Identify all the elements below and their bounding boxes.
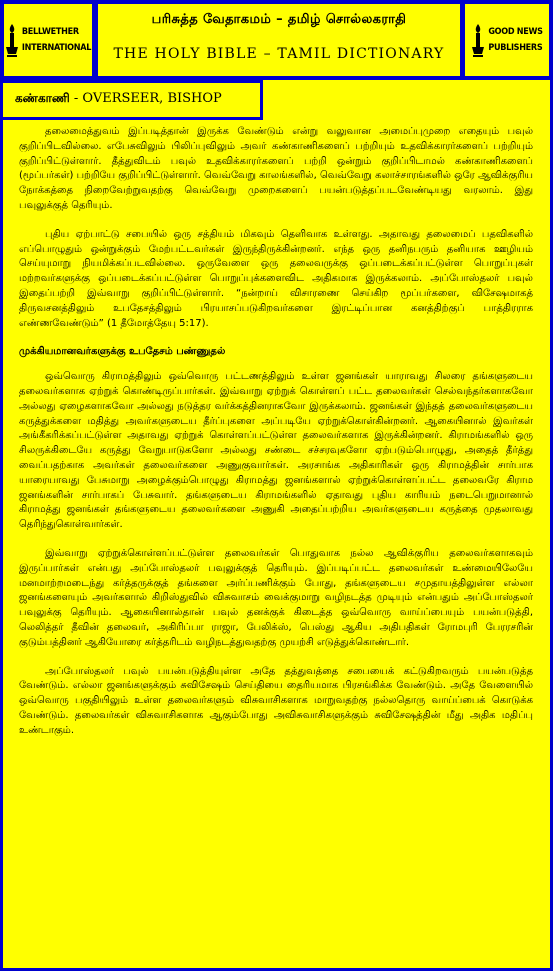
publisher-logo-right <box>465 4 549 76</box>
paragraph-1: தலைமைத்துவம் இப்படித்தான் இருக்க வேண்டும் என்று வலுவான அமைப்புமுறை எதையும் பவுல் குறிப்பிடவில்லை. எபேசுவிலும் பிலிப்புவிலும் அவர் கண்காணிகளைப் பற்றியும் உதவிக்காரர்களைப் பற்றியும் குறிப்பிட்டுள்ளார். தீத்துவிடம் பவுல் உதவிக்காரர்களைப் பற்றி ஒன்றும் குறிப்பிடாமல் கண்காணிகளைப் (மூப்பர்கள்) பற்றியே குறிப்பிட்டுள்ளார். வெவ்வேறு காலங்களில், வெவ்வேறு கலாச்சாரங்களில் ஒரே ஆவிக்குரிய நோக்கத்தை நிறைவேற்றுவதற்கு வெவ்வேறு முறைகளைப் பயன்படுத்தப்படவேண்டியது வரலாம். இது பவுலுக்குத் தெரியும். <box>19 126 533 211</box>
paragraph-4: இவ்வாறு ஏற்றுக்கொள்ளப்பட்டுள்ள தலைவர்கள் பொதுவாக நல்ல ஆவிக்குரிய தலைவர்களாகவும் இருப்பார்கள் என்பது அப்போஸ்தலர் பவுலுக்குத் தெரியும். இப்படிப்பட்ட தலைவர்கள் உண்மையிலேயே மனமாற்றமடைந்து கர்த்தருக்குத் தங்களை அர்ப்பணிக்கும் போது, தங்களுடைய சமுதாயத்திலுள்ள எல்லா ஜனங்களையும் அவர்களால் கிறிஸ்துவில் விசுவாசம் வைக்குமாறு வழிநடத்த முடியும் என்பதும் அப்போஸ்தலர் பவுலுக்கு தெரியும். ஆகையினால்தான் பவுல் தனக்குக் கிடைத்த ஒவ்வொரு வாய்ப்பையும் பயன்படுத்தி, லெலித்தர் தீவின் தலைவர், அகிரிப்பா ராஜா, பேலிக்ஸ், பெஸ்து ஆகிய அதிபதிகள் ரோமபுரி பேரரசரின் குடும்பத்தினர் ஆகியோரை கர்த்தரிடம் வழிநடத்துவதற்கு முயற்சி எடுத்துக்கொண்டார். <box>19 547 533 648</box>
logo-left-line1: BELLWETHER <box>21 27 79 37</box>
section-heading: முக்கியமானவர்களுக்கு உபதேசம் பண்ணுதல் <box>19 346 226 358</box>
paragraph-2: புதிய ஏற்பாட்டு சபையில் ஒரு சத்தியம் மிகவும் தெளிவாக உள்ளது. அதாவது தலைமைப் பதவிகளில் எப்பொழுதும் ஒன்றுக்கும் மேற்பட்டவர்கள் இருந்திருக்கின்றனர். எந்த ஒரு தனிநபரும் தனியாக ஊழியம் செய்யுமாறு நியமிக்கப்படவில்லை. ஒருவேளை ஒரு தலைவருக்கு ஒப்படைக்கப்பட்டுள்ள பொறுப்புகள் மற்றவர்களுக்கு ஒப்படைக்கப்பட்டுள்ள பொறுப்புக்களைவிட அதிகமாக இருக்கலாம். அப்போஸ்தலர் பவுல் இதைப்பற்றி இவ்வாறு குறிப்பிட்டுள்ளார். “நன்றாய் விசாரணை செய்கிற மூப்பர்களை, விசேஷமாகத் திருவசனத்திலும் உபதேசத்திலும் பிரயாசப்படுகிறவர்களை இரட்டிப்பான கனத்திற்குப் பாத்திரராக எண்ணவேண்டும்” (1 தீமோத்தேயு 5:17). <box>19 228 533 329</box>
publisher-logo-left <box>4 4 92 76</box>
entry-body <box>19 125 533 738</box>
entry-term <box>0 80 263 120</box>
page-title-box <box>98 4 460 76</box>
logo-left-line2: INTERNATIONAL <box>21 43 92 53</box>
paragraph-5: அப்போஸ்தலர் பவுல் பயன்படுத்தியுள்ள அதே தத்துவத்தை சபையைக் கட்டுகிறவரும் பயன்படுத்த வேண்டும். எல்லா ஜனங்களுக்கும் சுவிசேஷம் செய்தியை தைரியமாக பிரசங்கிக்க வேண்டும். அதே வேளையில் ஒவ்வொரு பகுதியிலும் உள்ள தலைவர்களும் விசுவாசிகளாக மாறுவதற்கு நல்லதொரு வாய்ப்பைக் கொடுக்க வேண்டும். தலைவர்கள் விசுவாசிகளாக ஆகும்போது அவிசுவாசிகளுக்கும் சுவிசேஷத்தின் மீது அதிக மதிப்பு உண்டாகும். <box>19 665 533 736</box>
lamp-icon <box>471 22 485 58</box>
entry-term-english: - OVERSEER, BISHOP <box>69 91 222 106</box>
page-title-tamil: பரிசுத்த வேதாகமம் – தமிழ் சொல்லகராதி <box>151 12 407 27</box>
logo-right-line2: PUBLISHERS <box>488 43 543 53</box>
entry-term-tamil: கண்காணி <box>15 91 70 105</box>
lamp-icon <box>5 22 19 58</box>
paragraph-3: ஒவ்வொரு கிராமத்திலும் ஒவ்வொரு பட்டணத்திலும் உள்ள ஜனங்கள் யாராவது சிலரை தங்களுடைய தலைவர்களாக ஏற்றுக் கொண்டிருப்பார்கள். இவ்வாறு ஏற்றுக் கொள்ளப் பட்ட தலைவர்கள் செல்வந்தர்களாகவோ அல்லது ஏழைகளாகவோ அல்லது நடுத்தர வர்க்கத்தினராகவோ இருக்கலாம். ஜனங்கள் இந்தத் தலைவர்களுடைய கருத்துக்களை மதித்து அவர்களுடைய தீர்ப்புகளை அப்படியே ஏற்றுக்கொள்கின்றனர். ஆகையினால் இவர்கள் அங்கீகரிக்கப்பட்டுள்ள அதாவது ஏற்றுக் கொள்ளப்பட்டுள்ள தலைவர்களாக இருக்கின்றனர். கிராமங்களில் ஒரு சிலருக்கிடையே கருத்து வேறுபாடுகளோ அல்லது சண்டை சச்சரவுகளோ ஏற்படும்பொழுது, அதைத் தீர்த்து வைப்பதற்காக அவர்கள் தலைவர்களை அணுகுவார்கள். அரசாங்க அதிகாரிகள் ஒரு கிராமத்தின் சார்பாக யாரையாவது பேசுமாறு அழைக்கும்பொழுது கிராமத்து ஜனங்களால் ஏற்றுக்கொள்ளப்பட்ட தலைவரே கிராம ஜனங்களின் சார்பாகப் பேசுவார். தங்களுடைய கிராமங்களில் ஏதாவது புதிய காரியம் நடைபெறுமானால் கிராமத்து ஜனங்கள் தங்களுடைய தலைவர்களை அணுகி அதைப்பற்றிய அவர்களுடைய கருத்தை முதலாவது தெரிந்துகொள்வார்கள். <box>19 371 533 531</box>
logo-right-line1: GOOD NEWS <box>488 27 543 37</box>
page-title-english: THE HOLY BIBLE – TAMIL DICTIONARY <box>113 46 445 62</box>
